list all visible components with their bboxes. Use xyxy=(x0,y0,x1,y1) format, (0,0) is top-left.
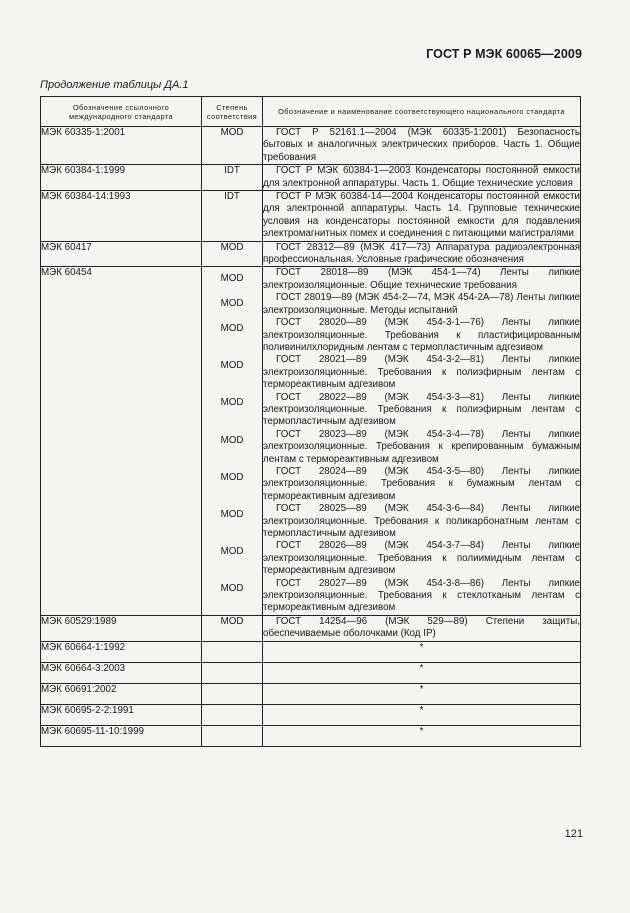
national-standard-text: ГОСТ 28022—89 (МЭК 454-3-3—81) Ленты липкие электроизоляционные. Требования к полиэфирным лентам с термопластичным адгезивом xyxy=(263,391,580,428)
national-standard xyxy=(263,165,581,191)
table-row xyxy=(41,641,581,662)
footnote-mark: * xyxy=(263,662,581,683)
footnote-mark: * xyxy=(263,704,581,725)
degree: MOD xyxy=(202,615,263,641)
table-row-group xyxy=(41,267,581,615)
degree-empty xyxy=(202,641,263,662)
national-standard-text: ГОСТ Р 52161.1—2004 (МЭК 60335-1:2001) Безопасность бытовых и аналогичных электрических приборов. Часть 1. Общие требования xyxy=(263,127,580,163)
col-header-ref: Обозначение ссылочного международного стандарта xyxy=(41,97,202,127)
table-row xyxy=(41,683,581,704)
table-header-row xyxy=(41,97,581,127)
national-standard-text: ГОСТ 28312—89 (МЭК 417—73) Аппаратура радиоэлектронная профессиональная. Условные графические обозначения xyxy=(263,241,580,266)
national-standard-text: ГОСТ 28019—89 (МЭК 454-2—74, МЭК 454-2А—78) Ленты липкие электроизоляционные. Методы испытаний xyxy=(263,292,580,316)
degree: MOD xyxy=(220,546,244,558)
national-standard xyxy=(263,241,581,267)
degree: MOD xyxy=(220,471,244,483)
national-standard-list xyxy=(263,267,581,615)
degree: MOD xyxy=(220,583,244,595)
ref-code: МЭК 60384-14:1993 xyxy=(41,191,202,242)
table-row xyxy=(41,725,581,746)
degree: MOD xyxy=(220,434,244,446)
national-standard-text: ГОСТ 28018—89 (МЭК 454-1—74) Ленты липкие электроизоляционные. Общие технические требования xyxy=(263,267,580,291)
table-row xyxy=(41,615,581,641)
ref-code: МЭК 60691:2002 xyxy=(41,683,202,704)
ref-code: МЭК 60529:1989 xyxy=(41,615,202,641)
national-standard-text: ГОСТ Р МЭК 60384-14—2004 Конденсаторы постоянной емкости для электронной аппаратуры. Часть 14. Групповые технические условия на конденсаторы постоянной емкости для подавления электромагнитных помех и соединения с питающими магистралями xyxy=(263,191,580,240)
degree: MOD xyxy=(220,397,244,409)
national-standard-text: ГОСТ 28024—89 (МЭК 454-3-5—80) Ленты липкие электроизоляционные. Требования к бумажным лентам с термореактивным адгезивом xyxy=(263,465,580,502)
table-row xyxy=(41,191,581,242)
table-row xyxy=(41,241,581,267)
ref-code: МЭК 60335-1:2001 xyxy=(41,127,202,165)
page-number: 121 xyxy=(564,828,583,840)
national-standard-text: ГОСТ 28025—89 (МЭК 454-3-6—84) Ленты липкие электроизоляционные. Требования к поликарбонатным лентам с термопластичным адгезивом xyxy=(263,503,580,539)
degree: MOD xyxy=(220,323,244,335)
degree-list xyxy=(202,267,263,615)
footnote-mark: * xyxy=(263,683,581,704)
degree: IDT xyxy=(202,191,263,242)
col-header-national: Обозначение и наименование соответствующего национального стандарта xyxy=(263,97,581,127)
national-standard-text: ГОСТ 28023—89 (МЭК 454-3-4—78) Ленты липкие электроизоляционные. Требования к крепированным бумажным лентам с термореактивным адгезивом xyxy=(263,428,580,465)
degree: MOD xyxy=(220,298,244,310)
degree-empty xyxy=(202,683,263,704)
ref-code: МЭК 60417 xyxy=(41,241,202,267)
national-standard-text: ГОСТ 28027—89 (МЭК 454-3-8—86) Ленты липкие электроизоляционные. Требования к стеклотканым лентам с термореактивным адгезивом xyxy=(263,577,580,614)
table-caption: Продолжение таблицы ДА.1 xyxy=(40,79,189,91)
national-standard-text: ГОСТ 28026—89 (МЭК 454-3-7—84) Ленты липкие электроизоляционные. Требования к полиимидным лентам с термореактивным адгезивом xyxy=(263,540,580,577)
standards-table xyxy=(40,96,581,747)
footnote-mark: * xyxy=(263,641,581,662)
footnote-mark: * xyxy=(263,725,581,746)
degree: MOD xyxy=(220,360,244,372)
ref-code: МЭК 60454 xyxy=(41,267,202,615)
ref-code: МЭК 60384-1:1999 xyxy=(41,165,202,191)
ref-code: МЭК 60695-2-2:1991 xyxy=(41,704,202,725)
degree-empty xyxy=(202,662,263,683)
table-row xyxy=(41,127,581,165)
ref-code: МЭК 60695-11-10:1999 xyxy=(41,725,202,746)
document-id: ГОСТ Р МЭК 60065—2009 xyxy=(426,47,582,61)
national-standard xyxy=(263,191,581,242)
degree: IDT xyxy=(202,165,263,191)
table-row xyxy=(41,165,581,191)
national-standard xyxy=(263,615,581,641)
ref-code: МЭК 60664-3:2003 xyxy=(41,662,202,683)
ref-code: МЭК 60664-1:1992 xyxy=(41,641,202,662)
national-standard-text: ГОСТ 28020—89 (МЭК 454-3-1—76) Ленты липкие электроизоляционные. Требования к пластифицированным поливинилхлоридным лентам с термопластичным адгезивом xyxy=(263,317,580,353)
table-row xyxy=(41,662,581,683)
degree: MOD xyxy=(220,273,244,285)
degree-empty xyxy=(202,725,263,746)
degree: MOD xyxy=(220,508,244,520)
national-standard-text: ГОСТ Р МЭК 60384-1—2003 Конденсаторы постоянной емкости для электронной аппаратуры. Часть 1. Общие технические условия xyxy=(263,165,580,189)
col-header-degree: Степень соответствия xyxy=(202,97,263,127)
national-standard-text: ГОСТ 28021—89 (МЭК 454-3-2—81) Ленты липкие электроизоляционные. Требования к полиэфирным лентам с термореактивным адгезивом xyxy=(263,354,580,391)
national-standard-text: ГОСТ 14254—96 (МЭК 529—89) Степени защиты, обеспечиваемые оболочками (Код IP) xyxy=(263,615,580,640)
national-standard xyxy=(263,127,581,165)
degree: MOD xyxy=(202,127,263,165)
table-row xyxy=(41,704,581,725)
degree: MOD xyxy=(202,241,263,267)
degree-empty xyxy=(202,704,263,725)
